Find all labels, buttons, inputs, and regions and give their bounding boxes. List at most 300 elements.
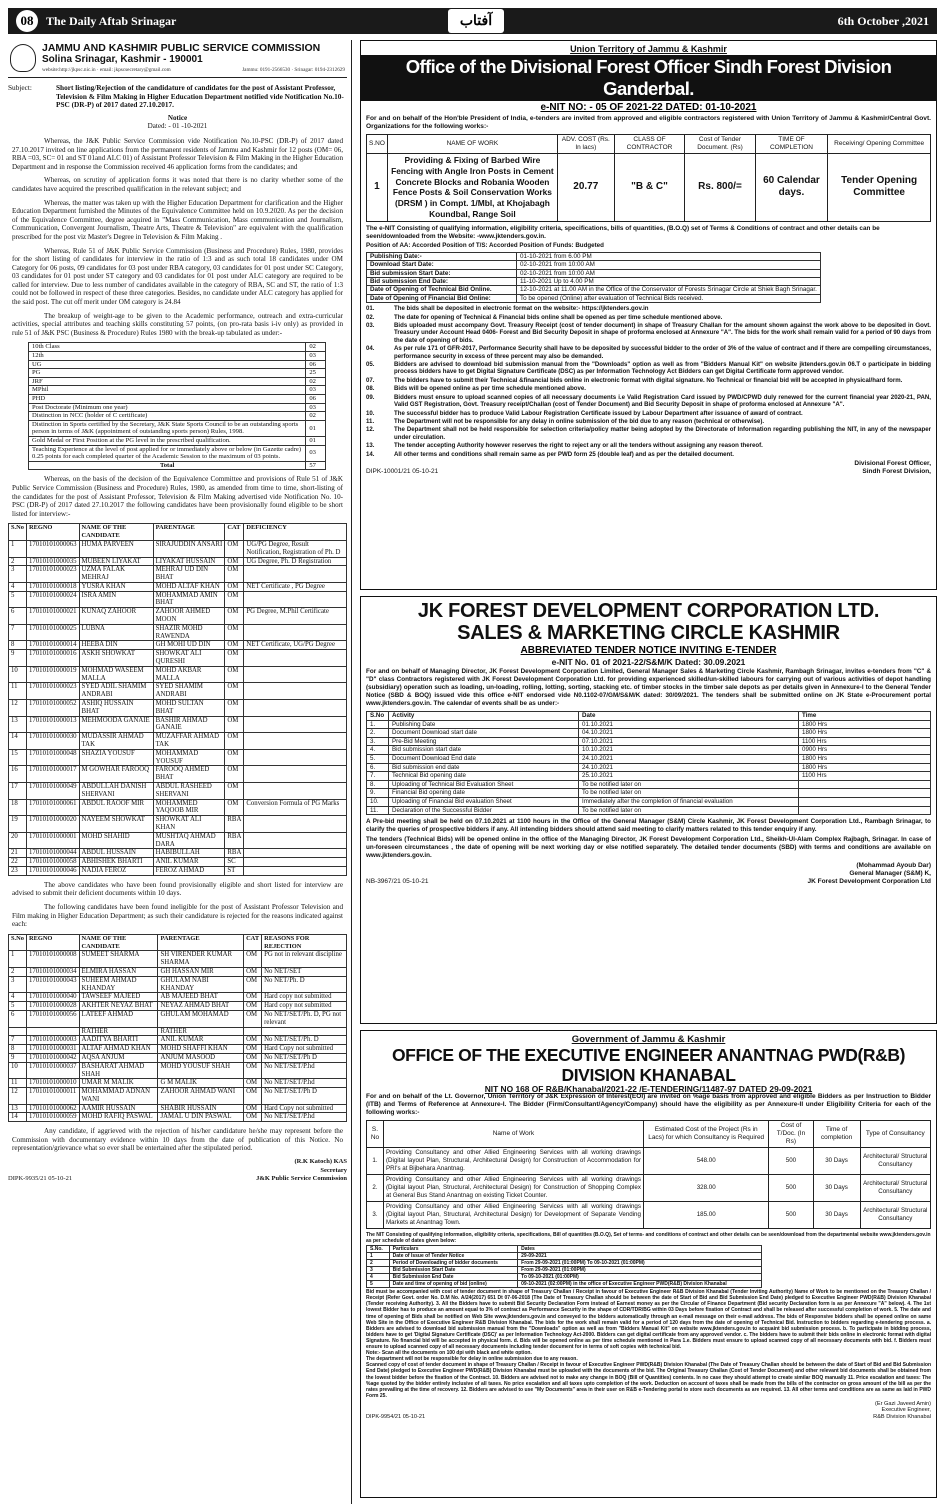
table-cell: 6 (9, 1010, 27, 1027)
table-cell: 1800 Hrs (799, 720, 931, 729)
secretary-title: Secretary (320, 1166, 347, 1174)
table-cell: 9 (9, 1053, 27, 1062)
clause (366, 345, 931, 360)
table-cell: No NET/SET/P.hd (262, 1062, 347, 1079)
table-cell: ZAHOOR AHMED MOON (153, 608, 225, 625)
sindh-positions: Position of AA: Accorded Position of T/S: Accorded Position of Funds: Budgeted (366, 241, 604, 249)
table-cell: Immediately after the completion of financial evaluation (579, 797, 799, 806)
table-cell: Providing & Fixing of Barbed Wire Fencing with Angle Iron Posts in Cement Concrete Blocks and Robania Wooden Fence Posts & Soil Conservation Works (DRSM ) in Compt. 1/Mbl, at Khojabagh Koundbal, Range Soil (387, 154, 557, 222)
table-cell: LUBNA (79, 624, 153, 641)
table-cell: 11 (9, 683, 27, 700)
table-cell: SHOWKAT ALI KHAN (153, 816, 225, 833)
table-cell: MOHMAD WASEEM MALLA (79, 666, 153, 683)
table-cell (799, 797, 931, 806)
clause (366, 322, 931, 344)
weightage-row (29, 352, 326, 361)
table-cell: NET Certificate , PG Degree (244, 582, 347, 591)
weightage-points: 03 (306, 352, 326, 361)
table-cell: BASHIR AHMAD GANAIE (153, 716, 225, 733)
weightage-row (29, 461, 326, 470)
table-cell: Pre-Bid Meeting (389, 737, 579, 746)
table-cell: 17010101000014 (26, 641, 79, 650)
table-cell: RBA (225, 832, 244, 849)
table-cell: 20.77 (557, 154, 614, 222)
weightage-row (29, 420, 326, 436)
table-cell: 17010101000028 (26, 1002, 79, 1011)
clause (366, 451, 931, 458)
table-cell: Providing Consultancy and other Allied Engineering Services with all working drawings (Digital layout Plan, Structural, Architectural Design) for Development of Separate Vending Markets at Anantnag Town. (383, 1202, 643, 1229)
dfo-division: Sindh Forest Division, (862, 467, 931, 475)
table-cell: PG Degree, M.Phil Certificate (244, 608, 347, 625)
table-cell: To be notified later on (579, 806, 799, 815)
table-cell: 1100 Hrs (799, 772, 931, 781)
table-row (9, 1027, 347, 1036)
date-label: Bid submission Start Date: (367, 269, 517, 277)
table-row (9, 666, 347, 683)
table-row (9, 1062, 347, 1079)
table-cell: No NET/SET (262, 967, 347, 976)
table-row (9, 566, 347, 583)
table-cell: 17010101000037 (26, 1062, 79, 1079)
clause-text: Bids will be opened online as per time schedule mentioned above. (394, 385, 586, 393)
table-cell: OM (244, 976, 262, 993)
dipk-number: DIPK-10001/21 05-10-21 (366, 467, 439, 475)
column-header: Particulars (389, 1246, 518, 1253)
table-row (9, 1045, 347, 1054)
table-cell: Architectural/ Structural Consultancy (860, 1175, 930, 1202)
table-cell: MUSHTAQ AHMAD DARA (153, 832, 225, 849)
dipk-number: DIPK-9954/21 05-10-21 (366, 1414, 426, 1421)
gm-name: (Mohammad Ayoub Dar) (856, 862, 931, 870)
table-cell: ANIL KUMAR (158, 1036, 244, 1045)
table-cell: OM (244, 993, 262, 1002)
table-cell: MOHD RAFIQ PASWAL (79, 1113, 158, 1122)
weightage-item: Post Doctorate (Minimum one year) (29, 403, 306, 412)
jkfdc-intro: For and on behalf of Managing Director, JK Forest Development Corporation Limited, General Manager Sales & Marketing Circle Kashmir, Rambagh Srinagar, invites e-tenders from "C" & "D" class Contractors registered with JK Forest Development Corporation Ltd. for providing experienced skilled/un-skilled labours for carrying out of various activities of depot handling (subsidiary) operation such as loading, un-loading, rolling, lotting, sorting, stacking etc. of timber stocks in the timber sale depots as per details given in Annexure-I to the General Tender Notice (SBD & BOQ) issued vide this office e-NIT endorsed vide N0.1102-07/GM/S&M/K dated: 30/09/2021. The tenders shall be submitted online on JK State e-Procurement portal www.jktenders.gov.in. The calendar of events shall be as under:- (366, 668, 931, 707)
table-cell: NAYEEM SHOWKAT (79, 816, 153, 833)
table-row (9, 591, 347, 608)
pwd-clause-1: The NIT Consisting of qualifying information, eligibility criteria, specifications, Bill of quantities (B.O.Q), Set of terms- and conditions of contract and other details can be seen/download from the departmental website www.jktenders.gov.in as per schedule of dates given below: (366, 1232, 931, 1245)
weightage-item: PHD (29, 395, 306, 404)
schedule-row (367, 737, 931, 746)
table-cell: 17 (9, 783, 27, 800)
date-row (367, 294, 821, 302)
table-cell (244, 858, 347, 867)
table-cell: 17010101000063 (26, 540, 79, 557)
table-cell: No NET/SET/Ph. D (262, 1036, 347, 1045)
table-cell: 8 (9, 1045, 27, 1054)
table-cell: Hard Copy not submitted (262, 1104, 347, 1113)
table-cell: OM (244, 1045, 262, 1054)
column-header: Time of completion (813, 1121, 860, 1148)
clause-text: The date for opening of Technical & Financial bids online shall be opened as per time schedule mentioned above. (394, 313, 723, 321)
table-cell: 17010101000025 (26, 624, 79, 641)
table-cell: Bid submission start date (389, 746, 579, 755)
table-cell: OM (225, 540, 244, 557)
table-cell: OM (225, 641, 244, 650)
gm-org: JK Forest Development Corporation Ltd (807, 878, 931, 886)
date-value: 02-10-2021 from 10:00 AM (517, 269, 821, 277)
table-cell: ANJUM MASOOD (158, 1053, 244, 1062)
table-cell: 17010101000042 (26, 1053, 79, 1062)
forest-office-title: Office of the Divisional Forest Officer Sindh Forest Division Ganderbal. (361, 55, 936, 101)
table-cell: SHAZIR MOHD RAWENDA (153, 624, 225, 641)
table-cell: From 29-09-2021 (01:00PM) To 09-10-2021 (01:00PM) (518, 1260, 761, 1267)
table-cell: 1. (367, 720, 389, 729)
table-cell: 17010101000048 (26, 749, 79, 766)
column-header: Cost of T/Doc. (In Rs) (769, 1121, 813, 1148)
table-cell: 17010101000020 (26, 816, 79, 833)
notice-paragraph: Whereas, Rule 51 of J&K Public Service Commission (Business and Procedure) Rules, 1980, provides for the short listing of candidates for interview in the ratio of 1:3 and as such total 18 candidates under OM Category for 06 posts, 09 candidates for 03 post under RBA category, 03 candidates for 01 post under SC Category, 03 candidates for 01 post under ST category and 03 candidates for 01 post under ALC category are required to be called for interview. Due to less number of candidates available in the category of RBA, SC and ST, the ratio of 1:3 could not be followed in respect of these three categories. Besides, no candidate under ALC category has applied for the said post. The cut off merit under OM category is 24.84 (12, 246, 343, 307)
table-cell: No NET/Ph. D (262, 976, 347, 993)
eligible-candidates-table (8, 523, 347, 875)
schedule-row (367, 780, 931, 789)
table-cell: 17010101000061 (26, 799, 79, 816)
table-cell: 17010101000021 (26, 608, 79, 625)
weightage-points: 02 (306, 377, 326, 386)
table-cell: No NET/SET/Ph D (262, 1088, 347, 1105)
table-cell: 17010101000017 (26, 766, 79, 783)
table-cell: 23 (9, 866, 27, 875)
table-cell: 17010101000044 (26, 849, 79, 858)
table-cell: Rs. 800/= (685, 154, 755, 222)
table-row (9, 1104, 347, 1113)
column-header: REASONS FOR REJECTION (262, 934, 347, 951)
clause (366, 361, 931, 376)
notice-date: Dated: - 01 -10-2021 (147, 122, 208, 131)
table-cell: ELMIRA HASSAN (79, 967, 158, 976)
table-cell: RBA (225, 816, 244, 833)
table-cell: 17010101000011 (26, 1088, 79, 1105)
table-cell: 30 Days (813, 1148, 860, 1175)
table-cell: G M MALIK (158, 1079, 244, 1088)
table-cell: LATEEF AHMAD (79, 1010, 158, 1027)
date-value: To be opened (Online) after evaluation of Technical Bids received. (517, 294, 821, 302)
weightage-row (29, 360, 326, 369)
table-cell: 1800 Hrs (799, 754, 931, 763)
table-cell: 14 (9, 1113, 27, 1122)
table-row (9, 1088, 347, 1105)
column-header: ADV. COST (Rs. In lacs) (557, 135, 614, 154)
column-header: S.No (9, 934, 27, 951)
column-header: Receiving/ Opening Committee (828, 135, 931, 154)
schedule-row (367, 1274, 762, 1281)
table-cell: OM (244, 1079, 262, 1088)
column-header: PARENTAGE (153, 524, 225, 541)
table-cell: OM (225, 683, 244, 700)
ee-title: Executive Engineer, (881, 1407, 931, 1414)
secretary-org: J&K Public Service Commission (256, 1175, 347, 1183)
table-row (9, 650, 347, 667)
representation-para: Any candidate, if aggrieved with the rejection of his/her candidature he/she may represent before the Commission with documentary evidence within 10 days from the date of publication of this Notice. No representation/grievance what so ever shall be entertained after the stipulated period. (12, 1127, 343, 1153)
table-cell: BASHARAT AHMAD SHAH (79, 1062, 158, 1079)
table-cell: Date and time of opening of bid (online) (389, 1281, 518, 1288)
weightage-row (29, 403, 326, 412)
table-cell: 11. (367, 806, 389, 815)
table-cell: SUMEET SHARMA (79, 951, 158, 968)
date-row (367, 269, 821, 277)
table-cell: OM (244, 1062, 262, 1079)
schedule-row (367, 789, 931, 798)
table-cell (244, 832, 347, 849)
table-cell: OM (225, 582, 244, 591)
table-cell: ZAHOOR AHMAD WANI (158, 1088, 244, 1105)
table-cell: 09-10-2021 (02:00PM) in the office of Executive Engineer PWD(R&B) Division Khanabal (518, 1281, 761, 1288)
table-cell: MOHAMMAD ADNAN WANI (79, 1088, 158, 1105)
pwd-title: OFFICE OF THE EXECUTIVE ENGINEER ANANTNAG PWD(R&B) DIVISION KHANABAL (391, 1045, 906, 1085)
column-header: Cost of Tender Document. (Rs) (685, 135, 755, 154)
table-cell (799, 789, 931, 798)
table-cell: 17010101000003 (26, 1036, 79, 1045)
table-cell: YUSRA KHAN (79, 582, 153, 591)
table-row (9, 766, 347, 783)
schedule-row (367, 1281, 762, 1288)
sindh-work-table (366, 134, 931, 222)
pwd-footer (366, 1401, 931, 1421)
table-cell: 328.00 (643, 1175, 768, 1202)
column-header: Dates (518, 1246, 761, 1253)
column-header: S. No (367, 1121, 384, 1148)
date-value: 01-10-2021 from 6.00 PM (517, 252, 821, 260)
weightage-item: Distinction in NCC (holder of C certificate) (29, 412, 306, 421)
clause-number: 04. (366, 345, 375, 353)
table-cell: ASHIQ HUSSAIN BHAT (79, 700, 153, 717)
clause (366, 305, 931, 312)
clause (366, 426, 931, 441)
subject-line: Subject: Short listing/Rejection of the candidature of candidates for the post of Assistant Professor, Television & Film Making in Higher Education Department notified vide Notification No.10-PSC (DR-P) of 2017 dated 27.10.2017. (8, 83, 344, 110)
table-cell: 17010101000034 (26, 967, 79, 976)
table-cell: 17010101000023 (26, 566, 79, 583)
clause (366, 385, 931, 392)
table-row (9, 951, 347, 968)
table-cell: 2. (367, 729, 389, 738)
clause-number: 01. (366, 305, 375, 313)
table-cell: UG Degree, Ph. D Registration (244, 557, 347, 566)
table-cell: 7 (9, 1036, 27, 1045)
clause-text: Bidders must ensure to upload scanned copies of all necessary documents i.e Valid Registration Card issued by PWD/CPWD duly renewed for the current financial year 2020-21, PAN, Valid GST Registration, Govt. Treasury receipt/Challan (cost of Tender Document) and Bid Security Deposit in shape of proforma enclosed at Annexure "A". (394, 393, 931, 409)
table-row (9, 683, 347, 700)
schedule-row (367, 720, 931, 729)
table-row (9, 749, 347, 766)
table-cell: SYED ADIL SHAMIM ANDRABI (79, 683, 153, 700)
weightage-points: 03 (306, 445, 326, 461)
table-cell: 2 (9, 967, 27, 976)
column-header: S.NO (367, 135, 388, 154)
table-cell: 3 (367, 1267, 390, 1274)
date-value: 02-10-2021 from 10:00 AM (517, 261, 821, 269)
schedule-row (367, 1267, 762, 1274)
column-header: Activity (389, 712, 579, 721)
table-cell: 3 (9, 566, 27, 583)
weightage-row (29, 369, 326, 378)
table-cell: 4 (367, 1274, 390, 1281)
weightage-points: 06 (306, 395, 326, 404)
table-row (9, 557, 347, 566)
date-label: Date of Opening of Technical Bid Online. (367, 286, 517, 294)
secretary-name: (R.K Katoch) KAS (294, 1158, 347, 1166)
table-cell: OM (225, 700, 244, 717)
table-cell (244, 733, 347, 750)
sindh-dates-table (366, 252, 821, 303)
table-cell: 17010101000008 (26, 951, 79, 968)
table-cell: 17010101000031 (26, 1045, 79, 1054)
column-header: NAME OF WORK (387, 135, 557, 154)
table-cell: SHOWKAT ALI QURESHI (153, 650, 225, 667)
table-cell: ABDUL HUSSAIN (79, 849, 153, 858)
table-cell: SIRAJUDDIN ANSARI (153, 540, 225, 557)
jkfdc-enit: e-NIT No. 01 of 2021-22/S&M/K Dated: 30.09.2021 (551, 657, 746, 667)
clause-text: Bidders are advised to download bid submission manual from the "Downloads" option as well as from "Bidders Manual Kit" on website jktenders.gov.in 06.T o participate in bidding process bidders have to get Digital Signature Certificate (DSC) as per Information Technology Act Bidders can get Digital Certificate form approved vendor. (394, 361, 931, 376)
table-cell (244, 849, 347, 858)
weightage-item: UG (29, 360, 306, 369)
jkfdc-schedule-table (366, 711, 931, 815)
table-cell: 1 (367, 1253, 390, 1260)
table-row (9, 783, 347, 800)
table-cell (244, 700, 347, 717)
table-cell: 01.10.2021 (579, 720, 799, 729)
schedule-header (367, 1246, 762, 1253)
table-cell: 17010101000018 (26, 582, 79, 591)
table-cell: 29-09-2021 (518, 1253, 761, 1260)
eligible-para: Whereas, on the basis of the decision of the Equivalence Committee and provisions of Rule 51 of J&K Public Service Commission (Business and Procedure) Rules, 1980, as amended from time to time, short-listing of the candidates for the post of Assistant Professor, Television & Film Making advertised vide Notification No. 10-PSC (DR-P) of 2017 dated 27.10.2017 the following candidates have been provisionally found eligible to be short listed for interview:- (12, 475, 343, 518)
weightage-item: 12th (29, 352, 306, 361)
table-cell: 17010101000035 (26, 557, 79, 566)
table-cell: OM (244, 967, 262, 976)
table-cell (244, 591, 347, 608)
table-cell: TAWSEEF MAJEED (79, 993, 158, 1002)
table-cell: MOHAMMAD YOUSUF (153, 749, 225, 766)
column-header: TIME OF COMPLETION (755, 135, 828, 154)
table-row (9, 1079, 347, 1088)
clause (366, 442, 931, 449)
table-cell: MOHD SHAFFI KHAN (158, 1045, 244, 1054)
weightage-points: 25 (306, 369, 326, 378)
commission-name: JAMMU AND KASHMIR PUBLIC SERVICE COMMISSION (42, 42, 321, 54)
table-cell: OM (244, 1113, 262, 1122)
clause-text: The bids shall be deposited in electronic format on the website:- https://jktenders.gov.in (394, 305, 649, 313)
table-row (9, 832, 347, 849)
column-header: Date (579, 712, 799, 721)
opening-para: The tenders (Technical Bids) will be opened online in the office of the Managing Director, JK Forest Development Corporation Ltd., Sheikh-Ul-Alam Complex Rajbagh, Srinagar. In case of un-foreseen circumstances , the date of opening will be next working day or else notified separately. The detailed tender documents (SBD) with terms and conditions are available on www.jktenders.gov.in. (366, 836, 931, 860)
table-cell: 5 (367, 1281, 390, 1288)
table-cell: 4 (9, 993, 27, 1002)
table-cell: 15 (9, 749, 27, 766)
schedule-row (367, 746, 931, 755)
table-cell: AQSA ANJUM (79, 1053, 158, 1062)
rejected-candidates-table (8, 934, 347, 1123)
table-cell: 2. (367, 1175, 384, 1202)
weightage-item: 10th Class (29, 343, 306, 352)
table-cell: HUMA PARVEEN (79, 540, 153, 557)
table-cell: SHABIR HUSSAIN (158, 1104, 244, 1113)
sindh-forest-notice (360, 40, 937, 590)
clause-number: 07. (366, 376, 375, 384)
table-cell: KUNAQ ZAHOOR (79, 608, 153, 625)
table-cell: No NET/SET/P.hd (262, 1113, 347, 1122)
table-cell: 17010101000019 (26, 666, 79, 683)
table-cell: 4 (9, 582, 27, 591)
table-cell: Bid submission end date (389, 763, 579, 772)
table-cell (244, 666, 347, 683)
table-cell: To 09-10-2021 (01:00PM) (518, 1274, 761, 1281)
table-cell: ABDUL RAOOF MIR (79, 799, 153, 816)
table-cell: ASKH SHOWKAT (79, 650, 153, 667)
sindh-footer (366, 460, 931, 476)
table-cell: MOHD YOUSUF SHAH (158, 1062, 244, 1079)
table-cell: UMAR M MALIK (79, 1079, 158, 1088)
table-cell: AADITYA BHARTI (79, 1036, 158, 1045)
table-cell: Uploading of Financial Bid evaluation Sheet (389, 797, 579, 806)
table-row (9, 858, 347, 867)
table-cell: OM (225, 716, 244, 733)
table-cell: 6 (9, 608, 27, 625)
table-row (9, 1010, 347, 1027)
table-cell: OM (225, 650, 244, 667)
clause-number: 10. (366, 409, 375, 417)
table-cell: OM (225, 591, 244, 608)
table-row (9, 967, 347, 976)
column-header: PARENTAGE (158, 934, 244, 951)
table-row (367, 1148, 931, 1175)
table-cell: 17010101000016 (26, 650, 79, 667)
schedule-row (367, 729, 931, 738)
weightage-item: MPhil (29, 386, 306, 395)
clause-number: 02. (366, 313, 375, 321)
table-cell: 3. (367, 1202, 384, 1229)
table-cell: SHAZIA YOUSUF (79, 749, 153, 766)
newspaper-logo: آفتاب (448, 9, 504, 33)
table-row (9, 608, 347, 625)
table-cell: 10.10.2021 (579, 746, 799, 755)
nb-number: NB-3967/21 05-10-21 (366, 878, 429, 886)
table-row (9, 700, 347, 717)
pwd-work-table (366, 1120, 931, 1229)
table-cell (244, 716, 347, 733)
clause (366, 377, 931, 384)
date-value: 12-10-2021 at 11.00 AM in the Office of the Conservator of Forests Srinagar Circle at Shiek Bagh Srinagar. (517, 286, 821, 294)
clause-text: As per rule 171 of GFR-2017, Performance Security shall have to be deposited by successful bidder to the order of 3% of the value of contract and if there are compelling circumstances, performance security in excess of three percent may also be demanded. (394, 345, 931, 360)
column-header: S.No. (367, 1246, 390, 1253)
clause-text: The successful bidder has to produce Valid Labour Registration Certificate issued by Labour Department after issuance of award of contract. (394, 409, 803, 417)
notice-paragraph: Whereas, the matter was taken up with the Higher Education Department for clarification and the Higher Education Department furnished the Minutes of the Equivalence Committee held on 10.9.2020. As per the decision of the Equivalence Committee, degree acquired in "Mass Communication, Mass communication and Journalism, Communication, Convergent Journalism, Theatre Arts, Theatre & Television" are equivalent with the qualification prescribed for the post viz Master's Degree in Television & Film Making . (12, 198, 343, 241)
table-cell: 1. (367, 1148, 384, 1175)
table-cell: Hard copy not submitted (262, 1002, 347, 1011)
table-cell: ABHISHEK BHARTI (79, 858, 153, 867)
table-cell: 1800 Hrs (799, 729, 931, 738)
table-cell: MUZAFFAR AHMAD TAK (153, 733, 225, 750)
table-cell: 11 (9, 1079, 27, 1088)
date-row (367, 261, 821, 269)
table-cell: To be notified later on (579, 789, 799, 798)
jkfdc-notice (360, 596, 937, 1024)
table-cell: OM (225, 783, 244, 800)
table-cell: 30 Days (813, 1202, 860, 1229)
deficiency-para: The above candidates who have been found provisionally eligible and short listed for interview are advised to submit their deficient documents within 10 days. (12, 880, 343, 898)
contact-phone: Jammu: 0191-2566530 · Srinagar: 0194-2312629 (242, 67, 345, 73)
dfo-title: Divisional Forest Officer, (854, 459, 931, 467)
table-cell: To be notified later on (579, 780, 799, 789)
table-cell: SYED SHAMIM ANDRABI (153, 683, 225, 700)
table-cell: 30 Days (813, 1175, 860, 1202)
notice-paragraphs (8, 137, 347, 337)
table-cell: 10 (9, 1062, 27, 1079)
column-header: NAME OF THE CANDIDATE (79, 524, 153, 541)
table-row (9, 540, 347, 557)
table-cell: 17010101000013 (26, 716, 79, 733)
table-cell: 9 (9, 650, 27, 667)
dipk-number: DIPK-9935/21 05-10-21 (8, 1175, 73, 1183)
date-label: Download Start Date: (367, 261, 517, 269)
